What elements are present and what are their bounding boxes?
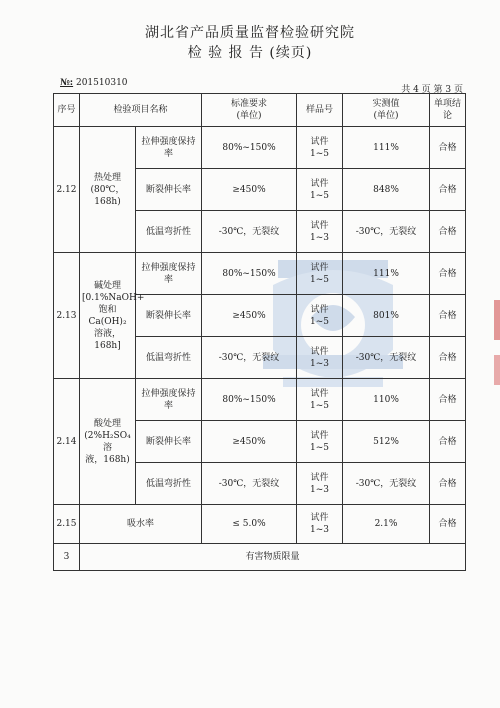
measured-value: 111% [343, 127, 430, 169]
header-measured: 实测值 (单位) [343, 94, 430, 127]
report-number-value: 201510310 [75, 78, 128, 88]
measured-value: -30℃，无裂纹 [343, 463, 430, 505]
item-name: 吸水率 [80, 505, 202, 544]
header-conclusion: 单项结论 [430, 94, 466, 127]
sample-no: 试件 1~3 [297, 337, 343, 379]
header-std: 标准要求 (单位) [202, 94, 297, 127]
std-value: 80%~150% [202, 253, 297, 295]
item-name: 拉伸强度保持率 [136, 253, 202, 295]
sample-no: 试件 1~5 [297, 127, 343, 169]
item-name: 断裂伸长率 [136, 169, 202, 211]
sample-no: 试件 1~5 [297, 421, 343, 463]
conclusion: 合格 [430, 253, 466, 295]
measured-value: 110% [343, 379, 430, 421]
table-row [54, 505, 466, 544]
inspection-table [53, 93, 466, 571]
report-subtitle: 检 验 报 告 (续页) [187, 45, 313, 61]
sample-no: 试件 1~5 [297, 379, 343, 421]
std-value: ≥450% [202, 421, 297, 463]
std-value: 80%~150% [202, 127, 297, 169]
group-category: 热处理 (80℃， 168h) [80, 127, 136, 253]
red-stamp-edge [494, 355, 500, 385]
measured-value: 801% [343, 295, 430, 337]
measured-value: 512% [343, 421, 430, 463]
std-value: ≤ 5.0% [202, 505, 297, 544]
item-name: 低温弯折性 [136, 211, 202, 253]
std-value: 80%~150% [202, 379, 297, 421]
header-sample: 样品号 [297, 94, 343, 127]
table-row [54, 253, 466, 295]
table-row [54, 544, 466, 571]
conclusion: 合格 [430, 337, 466, 379]
row-seq: 2.15 [54, 505, 80, 544]
sample-no: 试件 1~5 [297, 295, 343, 337]
item-name: 断裂伸长率 [136, 295, 202, 337]
conclusion: 合格 [430, 169, 466, 211]
measured-value: -30℃，无裂纹 [343, 337, 430, 379]
conclusion: 合格 [430, 505, 466, 544]
item-name: 拉伸强度保持率 [136, 379, 202, 421]
conclusion: 合格 [430, 295, 466, 337]
table-row [54, 379, 466, 421]
measured-value: 848% [343, 169, 430, 211]
table-header-row [54, 94, 466, 127]
std-value: -30℃，无裂纹 [202, 337, 297, 379]
group-category: 酸处理 (2%H₂SO₄溶 液，168h) [80, 379, 136, 505]
report-number-label: №: [60, 78, 74, 88]
group-category: 碱处理 [0.1%NaOH+ 饱和Ca(OH)₂ 溶液，168h] [80, 253, 136, 379]
conclusion: 合格 [430, 421, 466, 463]
std-value: ≥450% [202, 169, 297, 211]
std-value: -30℃，无裂纹 [202, 463, 297, 505]
group-seq: 2.13 [54, 253, 80, 379]
row-seq: 3 [54, 544, 80, 571]
section-title: 有害物质限量 [80, 544, 466, 571]
header-item: 检验项目名称 [80, 94, 202, 127]
sample-no: 试件 1~3 [297, 463, 343, 505]
report-title: 湖北省产品质量监督检验研究院 [145, 25, 355, 41]
sample-no: 试件 1~5 [297, 253, 343, 295]
conclusion: 合格 [430, 379, 466, 421]
sample-no: 试件 1~5 [297, 169, 343, 211]
sample-no: 试件 1~3 [297, 211, 343, 253]
item-name: 低温弯折性 [136, 463, 202, 505]
item-name: 断裂伸长率 [136, 421, 202, 463]
header-seq: 序号 [54, 94, 80, 127]
red-stamp-edge [494, 300, 500, 340]
page-info: 共 4 页 第 3 页 [401, 85, 463, 95]
report-number [60, 78, 128, 88]
std-value: ≥450% [202, 295, 297, 337]
measured-value: 2.1% [343, 505, 430, 544]
item-name: 拉伸强度保持率 [136, 127, 202, 169]
std-value: -30℃，无裂纹 [202, 211, 297, 253]
sample-no: 试件 1~3 [297, 505, 343, 544]
measured-value: 111% [343, 253, 430, 295]
table-row [54, 127, 466, 169]
group-seq: 2.12 [54, 127, 80, 253]
conclusion: 合格 [430, 127, 466, 169]
item-name: 低温弯折性 [136, 337, 202, 379]
group-seq: 2.14 [54, 379, 80, 505]
measured-value: -30℃，无裂纹 [343, 211, 430, 253]
conclusion: 合格 [430, 463, 466, 505]
conclusion: 合格 [430, 211, 466, 253]
